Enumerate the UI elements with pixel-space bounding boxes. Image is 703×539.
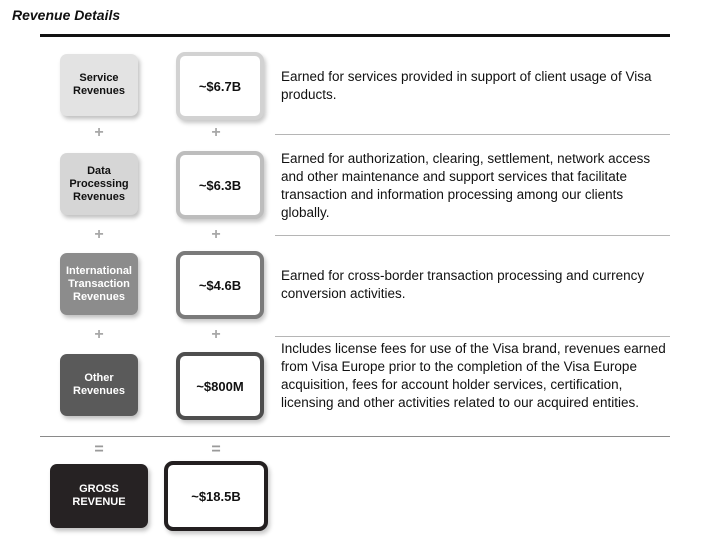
description-international-transaction-revenues: Earned for cross-border transaction processing and currency conversion activities.	[281, 268, 645, 301]
label-service-revenues: Service Revenues	[60, 54, 138, 116]
row-separator	[275, 235, 670, 236]
label-other-revenues: Other Revenues	[60, 354, 138, 416]
plus-sign: +	[94, 326, 104, 343]
row-separator	[275, 134, 670, 135]
equals-sign: =	[211, 441, 221, 458]
plus-sign: +	[94, 124, 104, 141]
row-separator	[275, 336, 670, 337]
top-rule	[40, 34, 670, 37]
value-service-revenues: ~$6.7B	[176, 52, 264, 120]
value-other-revenues: ~$800M	[176, 352, 264, 420]
label-data-processing-revenues: Data Processing Revenues	[60, 153, 138, 215]
description-other-revenues: Includes license fees for use of the Visa brand, revenues earned from Visa Europe prior to the completion of the Visa Europe acquisition, fees for account holder services, certification, licensing and other activities related to our acquired entities.	[281, 341, 666, 410]
page-title: Revenue Details	[12, 7, 121, 23]
plus-sign: +	[94, 226, 104, 243]
value-data-processing-revenues: ~$6.3B	[176, 151, 264, 219]
label-international-transaction-revenues: International Transaction Revenues	[60, 253, 138, 315]
value-gross-revenue: ~$18.5B	[164, 461, 268, 531]
plus-sign: +	[211, 226, 221, 243]
label-gross-revenue: GROSS REVENUE	[50, 464, 148, 528]
description-data-processing-revenues: Earned for authorization, clearing, settlement, network access and other maintenance and support services that facilitate transaction and information processing among our clients globally.	[281, 151, 651, 220]
plus-sign: +	[211, 124, 221, 141]
value-international-transaction-revenues: ~$4.6B	[176, 251, 264, 319]
plus-sign: +	[211, 326, 221, 343]
description-service-revenues: Earned for services provided in support of client usage of Visa products.	[281, 69, 652, 102]
equals-sign: =	[94, 441, 104, 458]
total-separator	[40, 436, 670, 437]
